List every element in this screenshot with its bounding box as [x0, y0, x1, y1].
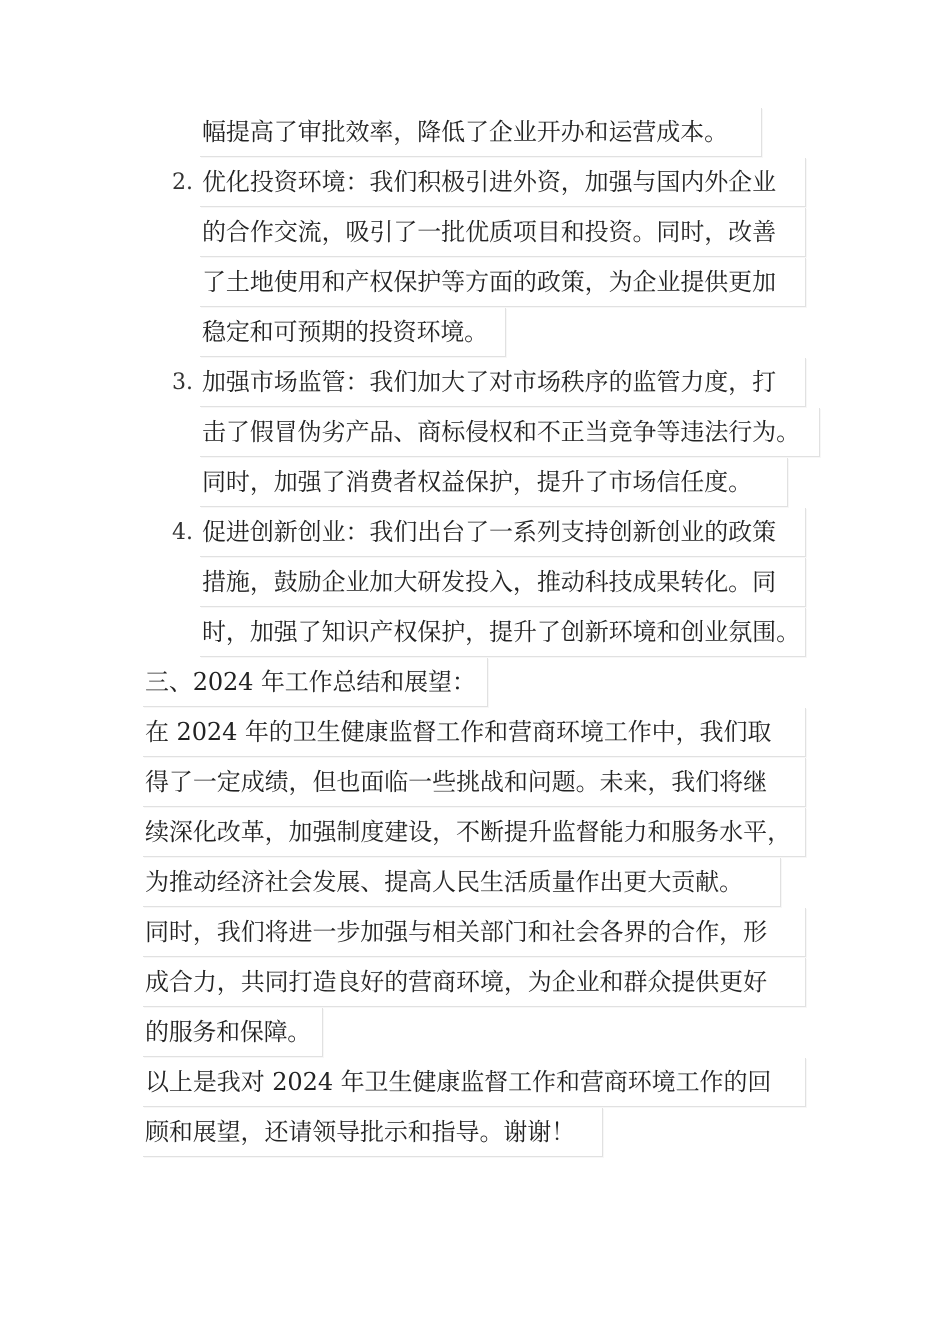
- list-item-3-line-1: 加强市场监管：我们加大了对市场秩序的监管力度，打: [200, 358, 806, 407]
- paragraph-2-line-2: 成合力，共同打造良好的营商环境，为企业和群众提供更好: [143, 958, 806, 1007]
- list-item-3-number: 3.: [172, 370, 193, 395]
- list-item-3-line-2: 击了假冒伪劣产品、商标侵权和不正当竞争等违法行为。: [200, 408, 820, 457]
- paragraph-2-line-1: 同时，我们将进一步加强与相关部门和社会各界的合作，形: [143, 908, 806, 957]
- list-item-2-line-4: 稳定和可预期的投资环境。: [200, 308, 506, 357]
- list-item-4-line-3: 时，加强了知识产权保护，提升了创新环境和创业氛围。: [200, 608, 806, 657]
- list-item-4-line-2: 措施，鼓励企业加大研发投入，推动科技成果转化。同: [200, 558, 806, 607]
- paragraph-1-line-1: 在 2024 年的卫生健康监督工作和营商环境工作中，我们取: [143, 708, 806, 757]
- paragraph-2-line-3: 的服务和保障。: [143, 1008, 323, 1057]
- list-item-4-number: 4.: [172, 520, 193, 545]
- list-item-1-line-1: 幅提高了审批效率，降低了企业开办和运营成本。: [200, 108, 762, 157]
- list-item-3-line-3: 同时，加强了消费者权益保护，提升了市场信任度。: [200, 458, 788, 507]
- paragraph-1-line-4: 为推动经济社会发展、提高人民生活质量作出更大贡献。: [143, 858, 781, 907]
- paragraph-3-line-1: 以上是我对 2024 年卫生健康监督工作和营商环境工作的回: [143, 1058, 806, 1107]
- paragraph-1-line-2: 得了一定成绩，但也面临一些挑战和问题。未来，我们将继: [143, 758, 806, 807]
- list-item-2-line-3: 了土地使用和产权保护等方面的政策，为企业提供更加: [200, 258, 806, 307]
- list-item-2-line-2: 的合作交流，吸引了一批优质项目和投资。同时，改善: [200, 208, 806, 257]
- list-item-2-line-1: 优化投资环境：我们积极引进外资，加强与国内外企业: [200, 158, 806, 207]
- list-item-2-number: 2.: [172, 170, 193, 195]
- section-heading: 三、2024 年工作总结和展望：: [143, 658, 488, 707]
- list-item-4-line-1: 促进创新创业：我们出台了一系列支持创新创业的政策: [200, 508, 806, 557]
- paragraph-3-line-2: 顾和展望，还请领导批示和指导。谢谢！: [143, 1108, 603, 1157]
- paragraph-1-line-3: 续深化改革，加强制度建设，不断提升监督能力和服务水平，: [143, 808, 806, 857]
